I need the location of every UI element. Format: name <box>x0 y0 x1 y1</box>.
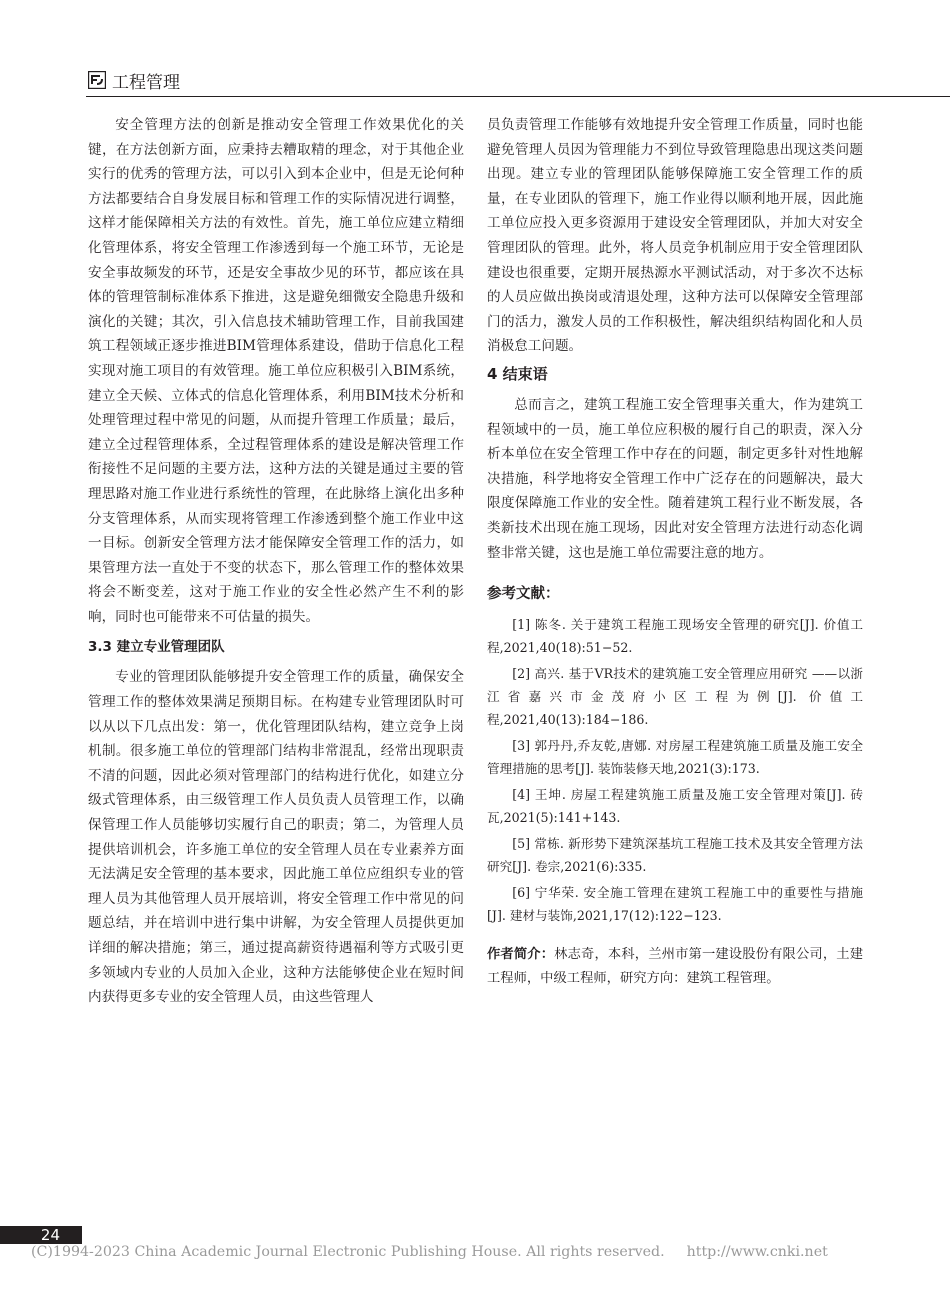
author-bio <box>487 943 863 991</box>
author-text: 林志奇，本科，兰州市第一建设股份有限公司，土建工程师，中级工程师，研究方向：建筑工程管理。 <box>487 947 864 987</box>
reference-item: [5] 常栋. 新形势下建筑深基坑工程施工技术及其安全管理方法研究[J]. 卷宗,2021(6):335. <box>487 836 863 875</box>
reference-list <box>487 613 863 927</box>
paragraph-team-continued: 员负责管理工作能够有效地提升安全管理工作质量，同时也能避免管理人员因为管理能力不到位导致管理隐患出现这类问题出现。建立专业的管理团队能够保障施工安全管理工作的质量，在专业团队的管理下，施工作业得以顺利地开展，因此施工单位应投入更多资源用于建设安全管理团队，并加大对安全管理团队的管理。此外，将人员竞争机制应用于安全管理团队建设也很重要，定期开展热源水平测试活动，对于多次不达标的人员应做出换岗或清退处理，这种方法可以保障安全管理部门的活力，激发人员的工作积极性，解决组织结构固化和人员消极怠工问题。 <box>487 117 863 355</box>
section-heading-4: 4 结束语 <box>487 364 548 383</box>
section-heading-3-3: 3.3 建立专业管理团队 <box>88 639 225 656</box>
reference-item: [6] 宁华荣. 安全施工管理在建筑工程施工中的重要性与措施[J]. 建材与装饰,2021,17(12):122−123. <box>487 885 863 924</box>
journal-title: 工程管理 <box>112 72 180 93</box>
journal-logo-icon <box>88 71 106 89</box>
header-rule <box>86 96 950 97</box>
reference-item: [4] 王坤. 房屋工程建筑施工质量及施工安全管理对策[J]. 砖瓦,2021(5):141+143. <box>487 787 863 826</box>
page-number: 24 <box>0 1226 82 1244</box>
paragraph-method-innovation: 安全管理方法的创新是推动安全管理工作效果优化的关键，在方法创新方面，应秉持去糟取精的理念，对于其他企业实行的优秀的管理方法，可以引入到本企业中，但是无论何种方法都要结合自身发展目标和管理工作的实际情况进行调整，这样才能保障相关方法的有效性。首先，施工单位应建立精细化管理体系，将安全管理工作渗透到每一个施工环节，无论是安全事故频发的环节，还是安全事故少见的环节，都应该在具体的管理管制标准体系下推进，这是避免细微安全隐患升级和演化的关键；其次，引入信息技术辅助管理工作，目前我国建筑工程领域正逐步推进BIM管理体系建设，借助于信息化工程实现对施工项目的有效管理。施工单位应积极引入BIM系统，建立全天候、立体式的信息化管理体系，利用BIM技术分析和处理管理过程中常见的问题，从而提升管理工作质量；最后，建立全过程管理体系，全过程管理体系的建设是解决管理工作衔接性不足问题的主要方法，这种方法的关键是通过主要的管理思路对施工作业进行系统性的管理，在此脉络上演化出多种分支管理体系，从而实现将管理工作渗透到整个施工作业中这一目标。创新安全管理方法才能保障安全管理工作的活力，如果管理方法一直处于不变的状态下，那么管理工作的整体效果将会不断变差，这对于施工作业的安全性必然产生不利的影响，同时也可能带来不可估量的损失。 <box>88 117 464 625</box>
reference-item: [3] 郭丹丹,乔友乾,唐娜. 对房屋工程建筑施工质量及施工安全管理措施的思考[J]. 装饰装修天地,2021(3):173. <box>487 738 863 777</box>
right-column <box>487 113 863 991</box>
left-column <box>88 113 464 1010</box>
paragraph-management-team: 专业的管理团队能够提升安全管理工作的质量，确保安全管理工作的整体效果满足预期目标。在构建专业管理团队时可以从以下几点出发：第一，优化管理团队结构，建立竞争上岗机制。很多施工单位的管理部门结构非常混乱，经常出现职责不清的问题，因此必须对管理部门的结构进行优化，如建立分级式管理体系，由三级管理工作人员负责人员管理工作，以确保管理工作人员能够切实履行自己的职责；第二，为管理人员提供培训机会，许多施工单位的安全管理人员在专业素养方面无法满足安全管理的基本要求，因此施工单位应组织专业的管理人员为其他管理人员开展培训，将安全管理工作中常见的问题总结，并在培训中进行集中讲解，为安全管理人员提供更加详细的解决措施；第三，通过提高薪资待遇福利等方式吸引更多领域内专业的人员加入企业，这种方法能够使企业在短时间内获得更多专业的安全管理人员，由这些管理人 <box>88 669 464 1006</box>
site-url: http://www.cnki.net <box>686 1244 828 1260</box>
references-heading: 参考文献： <box>487 586 560 603</box>
copyright-notice: (C)1994-2023 China Academic Journal Electronic Publishing House. All rights reserved. http://www.cnki.net <box>31 1244 828 1260</box>
reference-item: [2] 高兴. 基于VR技术的建筑施工安全管理应用研究 ——以浙江省嘉兴市金茂府小区工程为例[J]. 价值工程,2021,40(13):184−186. <box>487 666 863 728</box>
page-header <box>88 66 180 94</box>
paragraph-conclusion: 总而言之，建筑工程施工安全管理事关重大，作为建筑工程领域中的一员，施工单位应积极的履行自己的职责，深入分析本单位在安全管理工作中存在的问题，制定更多针对性地解决措施，科学地将安全管理工作中广泛存在的问题解决，最大限度保障施工作业的安全性。随着建筑工程行业不断发展，各类新技术出现在施工现场，因此对安全管理方法进行动态化调整非常关键，这也是施工单位需要注意的地方。 <box>487 396 863 561</box>
author-label: 作者简介： <box>487 947 555 963</box>
reference-item: [1] 陈冬. 关于建筑工程施工现场安全管理的研究[J]. 价值工程,2021,40(18):51−52. <box>487 617 863 656</box>
